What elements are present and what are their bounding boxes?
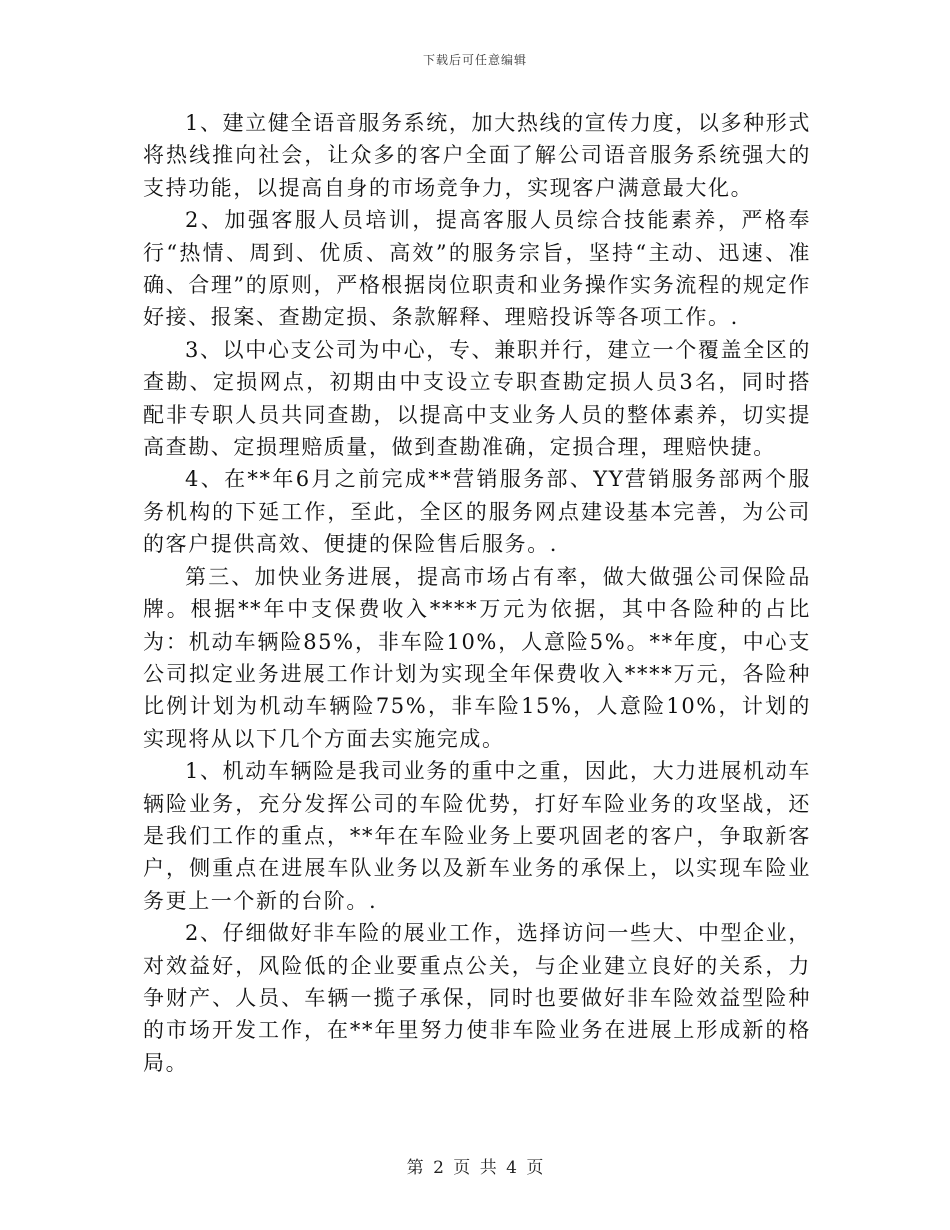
paragraph-voice-service-system: 1、建立健全语音服务系统，加大热线的宣传力度，以多种形式将热线推向社会，让众多的客户全面了解公司语音服务系统强大的支持功能，以提高自身的市场竞争力，实现客户满意最大化。 [143,111,811,200]
paragraph-service-outlets: 4、在**年6月之前完成**营销服务部、YY营销服务部两个服务机构的下延工作，至此，全区的服务网点建设基本完善，为公司的客户提供高效、便捷的保险售后服务。. [143,467,811,557]
paragraph-staff-training: 2、加强客服人员培训，提高客服人员综合技能素养，严格奉行“热情、周到、优质、高效”的服务宗旨，坚持“主动、迅速、准确、合理”的原则，严格根据岗位职责和业务操作实务流程的规定作好接、报案、查勘定损、条款解释、理赔投诉等各项工作。. [143,208,811,330]
page-number-footer: 第 2 页 共 4 页 [406,1158,544,1178]
document-body [143,107,811,1079]
paragraph-business-growth: 第三、加快业务进展，提高市场占有率，做大做强公司保险品牌。根据**年中支保费收入****万元为依据，其中各险种的占比为：机动车辆险85%，非车险10%，人意险5%。**年度，中心支公司拟定业务进展工作计划为实现全年保费收入****万元，各险种比例计划为机动车辆险75%，非车险15%，人意险10%，计划的实现将从以下几个方面去实施完成。 [143,564,811,751]
paragraph-survey-network: 3、以中心支公司为中心，专、兼职并行，建立一个覆盖全区的查勘、定损网点，初期由中支设立专职查勘定损人员3名，同时搭配非专职人员共同查勘，以提高中支业务人员的整体素养，切实提高查勘、定损理赔质量，做到查勘准确，定损合理，理赔快捷。 [143,337,811,460]
page-header-note: 下载后可任意编辑 [422,53,527,67]
paragraph-non-motor-insurance: 2、仔细做好非车险的展业工作，选择访问一些大、中型企业，对效益好，风险低的企业要重点公关，与企业建立良好的关系，力争财产、人员、车辆一揽子承保，同时也要做好非车险效益型险种的市场开发工作，在**年里努力使非车险业务在进展上形成新的格局。 [143,921,811,1075]
paragraph-motor-insurance: 1、机动车辆险是我司业务的重中之重，因此，大力进展机动车辆险业务，充分发挥公司的车险优势，打好车险业务的攻坚战，还是我们工作的重点，**年在车险业务上要巩固老的客户，争取新客户，侧重点在进展车队业务以及新车业务的承保上，以实现车险业务更上一个新的台阶。. [143,759,811,913]
